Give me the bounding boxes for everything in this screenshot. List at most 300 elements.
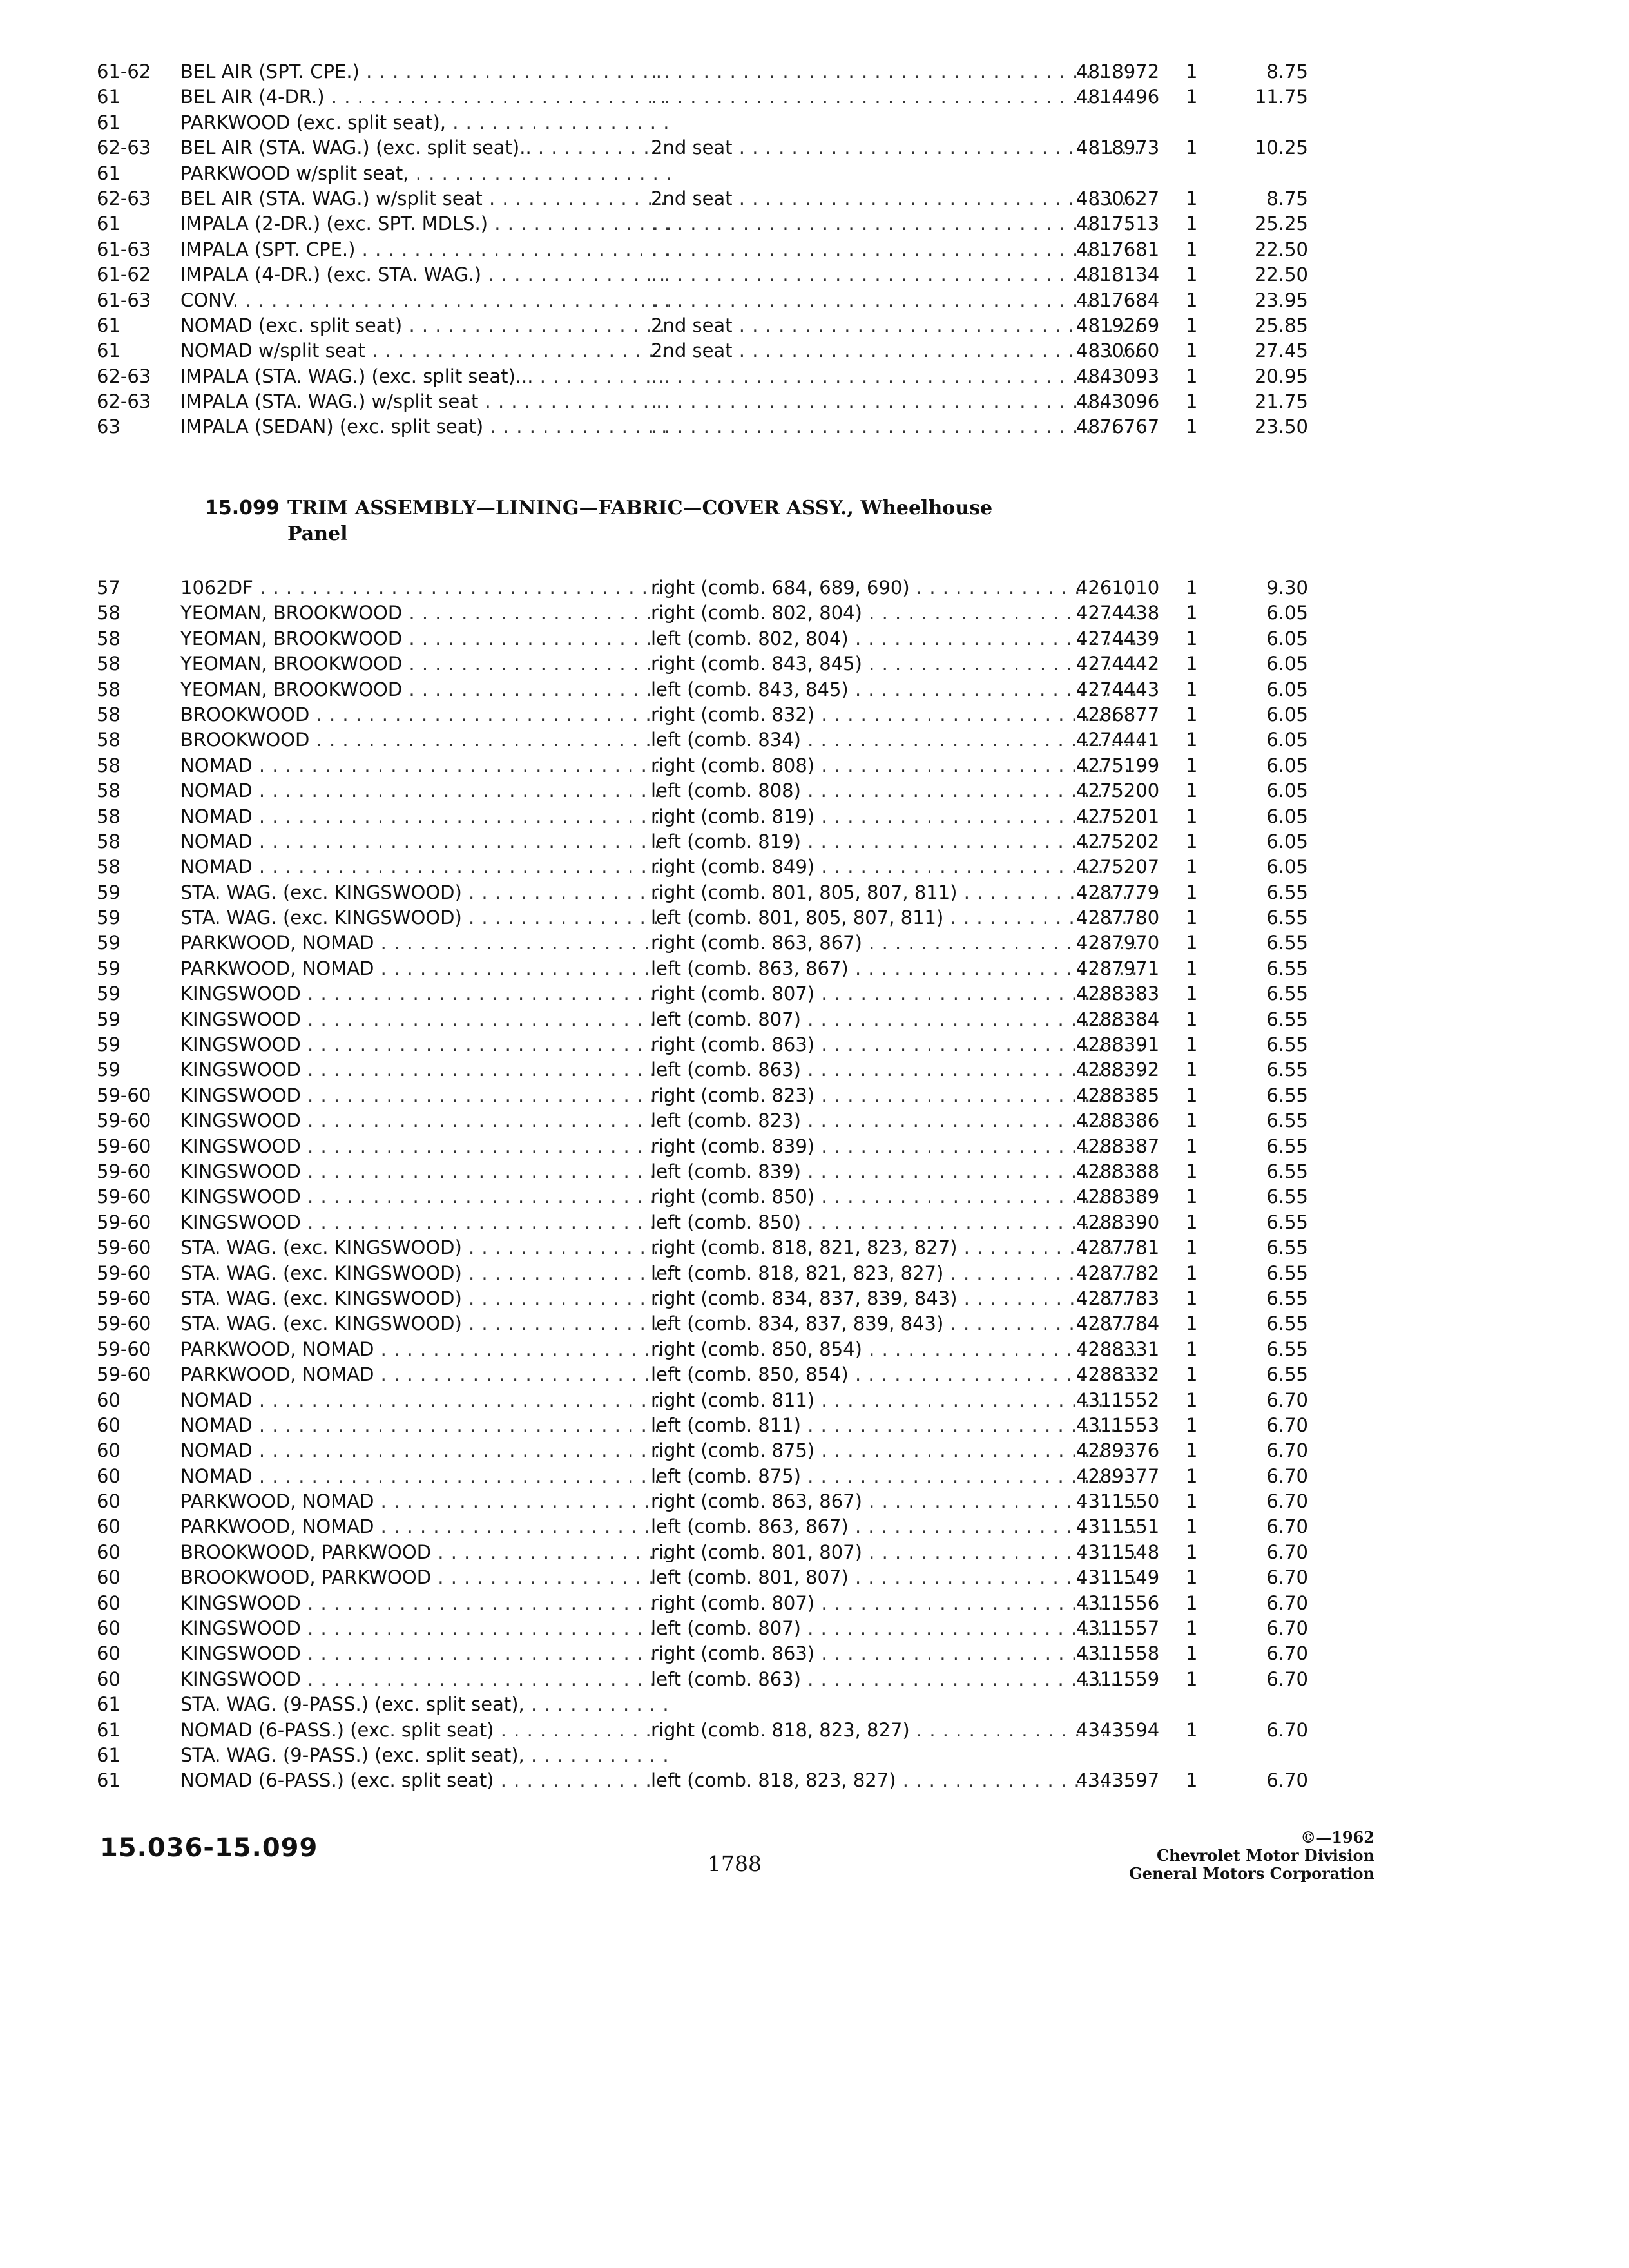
year-cell: 58 bbox=[97, 627, 120, 649]
price-cell: 6.55 bbox=[1266, 1262, 1308, 1284]
year-cell: 60 bbox=[97, 1515, 120, 1538]
table-row bbox=[97, 1489, 1308, 1514]
quantity-cell: 1 bbox=[1186, 754, 1198, 776]
quantity-cell: 1 bbox=[1186, 1490, 1198, 1513]
quantity-cell: 1 bbox=[1186, 365, 1198, 387]
parts-table-wheelhouse bbox=[97, 575, 1308, 1794]
description-cell: right (comb. 863, 867) . . . bbox=[651, 1489, 1141, 1514]
description-cell: 2nd seat . . . bbox=[651, 186, 1141, 211]
table-row bbox=[97, 651, 1308, 677]
part-number-cell: 4288390 bbox=[1076, 1211, 1160, 1233]
year-cell: 61-63 bbox=[97, 289, 151, 311]
model-cell: KINGSWOOD . . . bbox=[180, 1591, 670, 1616]
description-cell: left (comb. 863) . . . bbox=[651, 1667, 1141, 1692]
table-row bbox=[97, 262, 1308, 287]
quantity-cell: 1 bbox=[1186, 1338, 1198, 1360]
description-cell: left (comb. 834) . . . bbox=[651, 727, 1141, 753]
year-cell: 58 bbox=[97, 653, 120, 675]
description-cell: left (comb. 863, 867) . . . bbox=[651, 1514, 1141, 1539]
part-number-cell: 4289377 bbox=[1076, 1465, 1160, 1487]
year-cell: 62-63 bbox=[97, 390, 151, 413]
part-number-cell: 4287784 bbox=[1076, 1312, 1160, 1335]
quantity-cell: 1 bbox=[1186, 1566, 1198, 1589]
quantity-cell: 1 bbox=[1186, 703, 1198, 726]
part-number-cell: 4830627 bbox=[1076, 187, 1160, 209]
price-cell: 22.50 bbox=[1254, 264, 1308, 286]
copyright-text: ©—1962 bbox=[1300, 1828, 1374, 1847]
table-row bbox=[97, 1235, 1308, 1260]
part-number-cell: 4818972 bbox=[1076, 61, 1160, 82]
year-cell: 59-60 bbox=[97, 1135, 151, 1157]
price-cell: 25.25 bbox=[1254, 213, 1308, 235]
part-number-cell: 4275200 bbox=[1076, 780, 1160, 802]
model-cell: NOMAD . . . bbox=[180, 753, 670, 778]
model-cell: NOMAD . . . bbox=[180, 829, 670, 854]
description-cell: left (comb. 811) . . . bbox=[651, 1413, 1141, 1438]
price-cell: 6.55 bbox=[1266, 1211, 1308, 1233]
description-cell: left (comb. 843, 845) . . . bbox=[651, 677, 1141, 702]
section-number: 15.099 bbox=[205, 497, 280, 519]
year-cell: 59-60 bbox=[97, 1338, 151, 1360]
description-cell: right (comb. 807) . . . bbox=[651, 1591, 1141, 1616]
table-row bbox=[97, 1007, 1308, 1032]
part-number-cell: 4288385 bbox=[1076, 1084, 1160, 1106]
description-cell bbox=[651, 288, 1141, 313]
model-cell: KINGSWOOD . . . bbox=[180, 1083, 670, 1108]
price-cell: 6.70 bbox=[1266, 1667, 1308, 1690]
year-cell: 58 bbox=[97, 678, 120, 700]
year-cell: 59-60 bbox=[97, 1236, 151, 1259]
price-cell: 6.55 bbox=[1266, 1287, 1308, 1309]
model-cell: YEOMAN, BROOKWOOD . . . bbox=[180, 626, 670, 651]
model-cell: PARKWOOD, NOMAD . . . bbox=[180, 1489, 670, 1514]
year-cell: 59-60 bbox=[97, 1312, 151, 1335]
description-cell: left (comb. 834, 837, 839, 843) . . . bbox=[651, 1311, 1141, 1336]
price-cell: 6.05 bbox=[1266, 805, 1308, 827]
table-row bbox=[97, 727, 1308, 753]
part-number-cell: 4311558 bbox=[1076, 1642, 1160, 1665]
price-cell: 6.70 bbox=[1266, 1642, 1308, 1665]
table-row bbox=[97, 1718, 1308, 1743]
model-cell: KINGSWOOD . . . bbox=[180, 1667, 670, 1692]
price-cell: 10.25 bbox=[1254, 137, 1308, 159]
part-number-cell: 4275201 bbox=[1076, 805, 1160, 827]
price-cell: 6.05 bbox=[1266, 780, 1308, 802]
year-cell: 59 bbox=[97, 957, 120, 979]
part-number-cell: 4287970 bbox=[1076, 932, 1160, 954]
part-number-cell: 4814496 bbox=[1076, 86, 1160, 108]
table-row bbox=[97, 905, 1308, 930]
description-cell: right (comb. 811) . . . bbox=[651, 1388, 1141, 1413]
part-number-cell: 4818973 bbox=[1076, 137, 1160, 159]
year-cell: 58 bbox=[97, 703, 120, 726]
table-row bbox=[97, 1464, 1308, 1489]
year-cell: 60 bbox=[97, 1667, 120, 1690]
quantity-cell: 1 bbox=[1186, 729, 1198, 751]
quantity-cell: 1 bbox=[1186, 1211, 1198, 1233]
model-cell: KINGSWOOD . . . bbox=[180, 1184, 670, 1209]
part-number-cell: 4287971 bbox=[1076, 957, 1160, 979]
year-cell: 61 bbox=[97, 162, 120, 184]
price-cell: 6.70 bbox=[1266, 1617, 1308, 1640]
table-row bbox=[97, 626, 1308, 651]
description-cell bbox=[651, 414, 1141, 439]
price-cell: 6.05 bbox=[1266, 602, 1308, 624]
description-cell: left (comb. 819) . . . bbox=[651, 829, 1141, 854]
description-cell: right (comb. 823) . . . bbox=[651, 1083, 1141, 1108]
quantity-cell: 1 bbox=[1186, 390, 1198, 413]
table-row bbox=[97, 1134, 1308, 1159]
description-cell: right (comb. 843, 845) . . . bbox=[651, 651, 1141, 677]
quantity-cell: 1 bbox=[1186, 187, 1198, 209]
model-cell: BROOKWOOD, PARKWOOD . . . bbox=[180, 1565, 670, 1590]
price-cell: 6.55 bbox=[1266, 1160, 1308, 1182]
part-number-cell: 4289376 bbox=[1076, 1439, 1160, 1462]
table-row bbox=[97, 1768, 1308, 1793]
model-cell: YEOMAN, BROOKWOOD . . . bbox=[180, 601, 670, 626]
model-cell: KINGSWOOD . . . bbox=[180, 1210, 670, 1235]
part-number-cell: 4288386 bbox=[1076, 1110, 1160, 1132]
description-cell: left (comb. 807) . . . bbox=[651, 1616, 1141, 1641]
year-cell: 58 bbox=[97, 729, 120, 751]
model-cell: STA. WAG. (exc. KINGSWOOD) . . . bbox=[180, 905, 670, 930]
part-number-cell: 4287782 bbox=[1076, 1262, 1160, 1284]
description-cell bbox=[651, 364, 1141, 389]
quantity-cell: 1 bbox=[1186, 264, 1198, 286]
parts-table-top bbox=[97, 59, 1308, 440]
table-row bbox=[97, 1641, 1308, 1666]
description-cell: left (comb. 863) . . . bbox=[651, 1057, 1141, 1082]
model-cell: YEOMAN, BROOKWOOD . . . bbox=[180, 651, 670, 677]
page-number: 1788 bbox=[708, 1851, 762, 1876]
description-cell: right (comb. 863) . . . bbox=[651, 1032, 1141, 1057]
price-cell: 6.70 bbox=[1266, 1465, 1308, 1487]
year-cell: 58 bbox=[97, 856, 120, 878]
table-row bbox=[97, 237, 1308, 262]
model-cell: PARKWOOD, NOMAD . . . bbox=[180, 930, 670, 956]
description-cell bbox=[651, 237, 1141, 262]
part-number-cell: 4311548 bbox=[1076, 1541, 1160, 1563]
quantity-cell: 1 bbox=[1186, 340, 1198, 362]
quantity-cell: 1 bbox=[1186, 1414, 1198, 1436]
price-cell: 6.55 bbox=[1266, 1059, 1308, 1081]
table-row bbox=[97, 1438, 1308, 1463]
table-row bbox=[97, 135, 1308, 160]
quantity-cell: 1 bbox=[1186, 289, 1198, 311]
quantity-cell: 1 bbox=[1186, 61, 1198, 82]
year-cell: 60 bbox=[97, 1642, 120, 1665]
price-cell: 25.85 bbox=[1254, 314, 1308, 336]
description-cell: right (comb. 834, 837, 839, 843) . . . bbox=[651, 1286, 1141, 1311]
description-cell: left (comb. 850, 854) . . . bbox=[651, 1362, 1141, 1387]
year-cell: 58 bbox=[97, 830, 120, 852]
year-cell: 62-63 bbox=[97, 187, 151, 209]
description-cell: left (comb. 875) . . . bbox=[651, 1464, 1141, 1489]
year-cell: 59-60 bbox=[97, 1186, 151, 1208]
table-row bbox=[97, 338, 1308, 363]
description-cell: left (comb. 818, 823, 827) . . . bbox=[651, 1768, 1141, 1793]
part-number-cell: 4274442 bbox=[1076, 653, 1160, 675]
model-cell: IMPALA (SPT. CPE.) . . . bbox=[180, 237, 670, 262]
model-cell: NOMAD . . . bbox=[180, 854, 670, 879]
description-cell: left (comb. 850) . . . bbox=[651, 1210, 1141, 1235]
table-row bbox=[97, 364, 1308, 389]
part-number-cell: 4288387 bbox=[1076, 1135, 1160, 1157]
year-cell: 59 bbox=[97, 1008, 120, 1030]
price-cell: 22.50 bbox=[1254, 238, 1308, 260]
description-cell: left (comb. 807) . . . bbox=[651, 1007, 1141, 1032]
part-number-cell: 4819269 bbox=[1076, 314, 1160, 336]
table-row bbox=[97, 829, 1308, 854]
model-cell: BEL AIR (4-DR.) . . . bbox=[180, 84, 670, 110]
table-row bbox=[97, 1514, 1308, 1539]
year-cell: 61 bbox=[97, 314, 120, 336]
table-row bbox=[97, 981, 1308, 1006]
year-cell: 61 bbox=[97, 1769, 120, 1792]
part-number-cell: 4311553 bbox=[1076, 1414, 1160, 1436]
price-cell: 8.75 bbox=[1266, 187, 1308, 209]
year-cell: 59-60 bbox=[97, 1211, 151, 1233]
quantity-cell: 1 bbox=[1186, 314, 1198, 336]
price-cell: 6.55 bbox=[1266, 932, 1308, 954]
table-row bbox=[97, 1261, 1308, 1286]
quantity-cell: 1 bbox=[1186, 137, 1198, 159]
division-text: Chevrolet Motor Division bbox=[1157, 1846, 1374, 1865]
table-row bbox=[97, 677, 1308, 702]
model-cell: 1062DF . . . bbox=[180, 575, 670, 601]
price-cell: 20.95 bbox=[1254, 365, 1308, 387]
table-row bbox=[97, 1337, 1308, 1362]
model-cell: PARKWOOD (exc. split seat), . . . bbox=[180, 110, 670, 135]
table-row bbox=[97, 389, 1308, 414]
quantity-cell: 1 bbox=[1186, 577, 1198, 599]
quantity-cell: 1 bbox=[1186, 653, 1198, 675]
part-number-cell: 4311549 bbox=[1076, 1566, 1160, 1589]
part-number-cell: 4287780 bbox=[1076, 907, 1160, 929]
model-cell: KINGSWOOD . . . bbox=[180, 1134, 670, 1159]
quantity-cell: 1 bbox=[1186, 1059, 1198, 1081]
page-range: 15.036-15.099 bbox=[100, 1833, 318, 1863]
year-cell: 61 bbox=[97, 86, 120, 108]
model-cell: IMPALA (SEDAN) (exc. split seat) . . . bbox=[180, 414, 670, 439]
model-cell: IMPALA (STA. WAG.) w/split seat . . . bbox=[180, 389, 670, 414]
year-cell: 61-63 bbox=[97, 238, 151, 260]
price-cell: 6.70 bbox=[1266, 1414, 1308, 1436]
year-cell: 59 bbox=[97, 1033, 120, 1056]
part-number-cell: 4288384 bbox=[1076, 1008, 1160, 1030]
quantity-cell: 1 bbox=[1186, 1262, 1198, 1284]
model-cell: NOMAD w/split seat . . . bbox=[180, 338, 670, 363]
quantity-cell: 1 bbox=[1186, 1186, 1198, 1208]
quantity-cell: 1 bbox=[1186, 1287, 1198, 1309]
part-number-cell: 4818134 bbox=[1076, 264, 1160, 286]
table-row bbox=[97, 288, 1308, 313]
quantity-cell: 1 bbox=[1186, 1667, 1198, 1690]
price-cell: 6.55 bbox=[1266, 1338, 1308, 1360]
description-cell: right (comb. 850) . . . bbox=[651, 1184, 1141, 1209]
table-row bbox=[97, 1108, 1308, 1133]
price-cell: 6.05 bbox=[1266, 653, 1308, 675]
price-cell: 6.55 bbox=[1266, 1008, 1308, 1030]
model-cell: NOMAD (6-PASS.) (exc. split seat) . . . bbox=[180, 1768, 670, 1793]
price-cell: 6.55 bbox=[1266, 1110, 1308, 1132]
table-row bbox=[97, 854, 1308, 879]
price-cell: 6.05 bbox=[1266, 678, 1308, 700]
part-number-cell: 4275207 bbox=[1076, 856, 1160, 878]
year-cell: 60 bbox=[97, 1617, 120, 1640]
model-cell: NOMAD . . . bbox=[180, 804, 670, 829]
year-cell: 62-63 bbox=[97, 137, 151, 159]
price-cell: 6.70 bbox=[1266, 1718, 1308, 1741]
year-cell: 59-60 bbox=[97, 1110, 151, 1132]
part-number-cell: 4288388 bbox=[1076, 1160, 1160, 1182]
corporation-text: General Motors Corporation bbox=[1129, 1864, 1374, 1883]
model-cell: KINGSWOOD . . . bbox=[180, 1641, 670, 1666]
quantity-cell: 1 bbox=[1186, 1439, 1198, 1462]
table-row bbox=[97, 1032, 1308, 1057]
description-cell: right (comb. 863) . . . bbox=[651, 1641, 1141, 1666]
table-row bbox=[97, 1540, 1308, 1565]
table-row bbox=[97, 1362, 1308, 1387]
quantity-cell: 1 bbox=[1186, 1389, 1198, 1411]
part-number-cell: 4311550 bbox=[1076, 1490, 1160, 1513]
year-cell: 59-60 bbox=[97, 1084, 151, 1106]
model-cell: STA. WAG. (9-PASS.) (exc. split seat), . . . bbox=[180, 1692, 670, 1717]
year-cell: 58 bbox=[97, 602, 120, 624]
year-cell: 61 bbox=[97, 1744, 120, 1766]
model-cell: KINGSWOOD . . . bbox=[180, 1007, 670, 1032]
section-title-line1: TRIM ASSEMBLY—LINING—FABRIC—COVER ASSY., Wheelhouse bbox=[287, 497, 993, 519]
price-cell: 8.75 bbox=[1266, 61, 1308, 82]
model-cell: BROOKWOOD . . . bbox=[180, 727, 670, 753]
year-cell: 62-63 bbox=[97, 365, 151, 387]
description-cell: 2nd seat . . . bbox=[651, 313, 1141, 338]
table-row bbox=[97, 1083, 1308, 1108]
table-row bbox=[97, 702, 1308, 727]
description-cell: right (comb. 863, 867) . . . bbox=[651, 930, 1141, 956]
model-cell: IMPALA (STA. WAG.) (exc. split seat)... . . . bbox=[180, 364, 670, 389]
table-row bbox=[97, 1591, 1308, 1616]
model-cell: BEL AIR (SPT. CPE.) . . . bbox=[180, 59, 670, 84]
year-cell: 60 bbox=[97, 1389, 120, 1411]
part-number-cell: 4288332 bbox=[1076, 1363, 1160, 1386]
part-number-cell: 4876767 bbox=[1076, 416, 1160, 438]
price-cell: 6.05 bbox=[1266, 703, 1308, 726]
model-cell: NOMAD . . . bbox=[180, 1464, 670, 1489]
price-cell: 6.55 bbox=[1266, 881, 1308, 903]
table-row bbox=[97, 1388, 1308, 1413]
year-cell: 60 bbox=[97, 1566, 120, 1589]
model-cell: PARKWOOD, NOMAD . . . bbox=[180, 1514, 670, 1539]
year-cell: 60 bbox=[97, 1439, 120, 1462]
description-cell: left (comb. 839) . . . bbox=[651, 1159, 1141, 1184]
table-row bbox=[97, 211, 1308, 236]
table-row bbox=[97, 161, 1308, 186]
model-cell: NOMAD . . . bbox=[180, 1388, 670, 1413]
quantity-cell: 1 bbox=[1186, 1465, 1198, 1487]
part-number-cell: 4288391 bbox=[1076, 1033, 1160, 1056]
quantity-cell: 1 bbox=[1186, 1312, 1198, 1335]
quantity-cell: 1 bbox=[1186, 602, 1198, 624]
part-number-cell: 4274441 bbox=[1076, 729, 1160, 751]
part-number-cell: 4311552 bbox=[1076, 1389, 1160, 1411]
price-cell: 6.55 bbox=[1266, 1236, 1308, 1259]
table-row bbox=[97, 414, 1308, 439]
description-cell: right (comb. 818, 823, 827) . . . bbox=[651, 1718, 1141, 1743]
quantity-cell: 1 bbox=[1186, 1084, 1198, 1106]
part-number-cell: 4287783 bbox=[1076, 1287, 1160, 1309]
part-number-cell: 4274443 bbox=[1076, 678, 1160, 700]
description-cell: left (comb. 808) . . . bbox=[651, 778, 1141, 803]
description-cell: right (comb. 875) . . . bbox=[651, 1438, 1141, 1463]
year-cell: 59-60 bbox=[97, 1363, 151, 1386]
table-row bbox=[97, 1667, 1308, 1692]
model-cell: NOMAD . . . bbox=[180, 778, 670, 803]
quantity-cell: 1 bbox=[1186, 1769, 1198, 1792]
quantity-cell: 1 bbox=[1186, 856, 1198, 878]
price-cell: 6.55 bbox=[1266, 1084, 1308, 1106]
price-cell: 6.70 bbox=[1266, 1566, 1308, 1589]
part-number-cell: 4311551 bbox=[1076, 1515, 1160, 1538]
model-cell: KINGSWOOD . . . bbox=[180, 1108, 670, 1133]
model-cell: PARKWOOD w/split seat, . . . bbox=[180, 161, 670, 186]
description-cell: right (comb. 807) . . . bbox=[651, 981, 1141, 1006]
year-cell: 58 bbox=[97, 754, 120, 776]
year-cell: 60 bbox=[97, 1591, 120, 1614]
part-number-cell: 4288331 bbox=[1076, 1338, 1160, 1360]
price-cell: 23.95 bbox=[1254, 289, 1308, 311]
quantity-cell: 1 bbox=[1186, 1642, 1198, 1665]
year-cell: 59-60 bbox=[97, 1160, 151, 1182]
model-cell: CONV. . . . bbox=[180, 288, 670, 313]
model-cell: KINGSWOOD . . . bbox=[180, 1032, 670, 1057]
price-cell: 6.55 bbox=[1266, 1135, 1308, 1157]
quantity-cell: 1 bbox=[1186, 627, 1198, 649]
quantity-cell: 1 bbox=[1186, 1135, 1198, 1157]
quantity-cell: 1 bbox=[1186, 238, 1198, 260]
description-cell bbox=[651, 262, 1141, 287]
model-cell: STA. WAG. (9-PASS.) (exc. split seat), . . . bbox=[180, 1743, 670, 1768]
part-number-cell: 4287779 bbox=[1076, 881, 1160, 903]
model-cell: YEOMAN, BROOKWOOD . . . bbox=[180, 677, 670, 702]
year-cell: 63 bbox=[97, 416, 120, 438]
quantity-cell: 1 bbox=[1186, 983, 1198, 1005]
part-number-cell: 4311556 bbox=[1076, 1591, 1160, 1614]
description-cell: right (comb. 832) . . . bbox=[651, 702, 1141, 727]
year-cell: 59 bbox=[97, 907, 120, 929]
quantity-cell: 1 bbox=[1186, 830, 1198, 852]
model-cell: PARKWOOD, NOMAD . . . bbox=[180, 956, 670, 981]
description-cell: right (comb. 819) . . . bbox=[651, 804, 1141, 829]
description-cell: right (comb. 818, 821, 823, 827) . . . bbox=[651, 1235, 1141, 1260]
description-cell: right (comb. 839) . . . bbox=[651, 1134, 1141, 1159]
quantity-cell: 1 bbox=[1186, 1160, 1198, 1182]
quantity-cell: 1 bbox=[1186, 780, 1198, 802]
quantity-cell: 1 bbox=[1186, 957, 1198, 979]
price-cell: 11.75 bbox=[1254, 86, 1308, 108]
table-row bbox=[97, 110, 1308, 135]
table-row bbox=[97, 1413, 1308, 1438]
price-cell: 6.70 bbox=[1266, 1769, 1308, 1792]
model-cell: STA. WAG. (exc. KINGSWOOD) . . . bbox=[180, 1261, 670, 1286]
model-cell: BROOKWOOD . . . bbox=[180, 702, 670, 727]
year-cell: 61 bbox=[97, 111, 120, 133]
year-cell: 60 bbox=[97, 1414, 120, 1436]
price-cell: 6.05 bbox=[1266, 754, 1308, 776]
model-cell: PARKWOOD, NOMAD . . . bbox=[180, 1337, 670, 1362]
quantity-cell: 1 bbox=[1186, 1363, 1198, 1386]
part-number-cell: 4843096 bbox=[1076, 390, 1160, 413]
